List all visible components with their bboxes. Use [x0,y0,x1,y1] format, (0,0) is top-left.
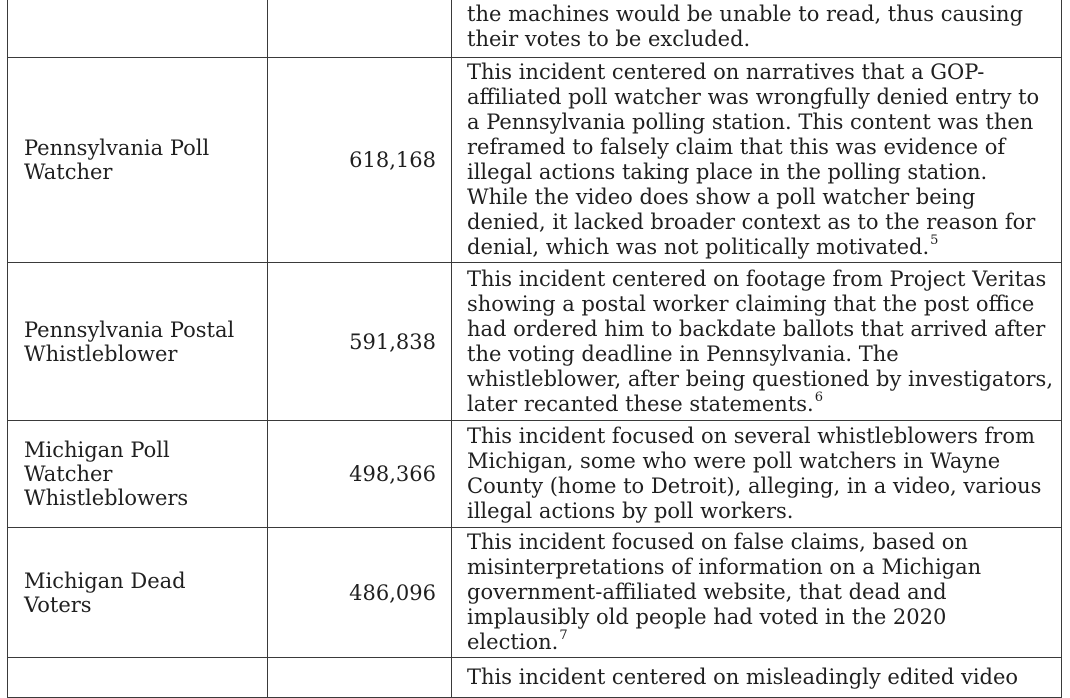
table-row [8,421,1062,528]
incident-name: Michigan Poll Watcher Whistleblowers [24,438,189,510]
views-cell [268,528,452,658]
views-cell [268,58,452,263]
views-cell [268,658,452,698]
incident-name-cell [8,421,268,528]
description-cell [452,0,1062,58]
views-value: 618,168 [349,148,436,172]
incidents-table [7,0,1062,698]
incident-name: Pennsylvania Poll Watcher [24,136,210,184]
description-text: the machines would be unable to read, thus causing their votes to be excluded. [467,2,1024,51]
incident-name-cell [8,263,268,421]
description-cell [452,658,1062,698]
incident-name-cell [8,0,268,58]
views-cell [268,263,452,421]
description-cell [452,58,1062,263]
incident-name: Michigan Dead Voters [24,568,186,617]
views-value: 591,838 [349,329,436,354]
footnote-marker[interactable]: 7 [559,628,568,643]
incident-name: Pennsylvania Postal Whistleblower [24,317,235,366]
description-text: This incident focused on several whistleblowers from Michigan, some who were poll watchers in Wayne County (home to Detroit), alleging, in a video, various illegal actions by poll workers. [467,424,1042,523]
table-row [8,263,1062,421]
table-row [8,528,1062,658]
description-text: This incident focused on false claims, based on misinterpretations of information on a Michigan government-affiliated website, that dead and implausibly old people had voted in the 2020 election. [467,530,982,654]
incident-name-cell [8,528,268,658]
description-cell [452,421,1062,528]
description-text: This incident centered on misleadingly edited video [467,665,1019,689]
table-row [8,58,1062,263]
description-cell [452,263,1062,421]
footnote-marker[interactable]: 5 [930,233,939,248]
footnote-marker[interactable]: 6 [814,389,823,405]
description-text: This incident centered on footage from Project Veritas showing a postal worker claiming that the post office had ordered him to backdate ballots that arrived after the voting deadline in Pennsylvania. The whistleblower, after being questioned by investigators, later recanted these statements. [467,266,1053,416]
views-value: 498,366 [349,462,436,486]
incident-name-cell [8,658,268,698]
views-value: 486,096 [349,580,436,605]
description-text: This incident centered on narratives that a GOP-affiliated poll watcher was wrongfully denied entry to a Pennsylvania polling station. This content was then reframed to falsely claim that this was evidence of illegal actions taking place in the polling station. While the video does show a poll watcher being denied, it lacked broader context as to the reason for denial, which was not politically motivated. [467,60,1040,259]
table-row [8,0,1062,58]
views-cell [268,0,452,58]
description-cell [452,528,1062,658]
incident-name-cell [8,58,268,263]
views-cell [268,421,452,528]
table-row [8,658,1062,698]
